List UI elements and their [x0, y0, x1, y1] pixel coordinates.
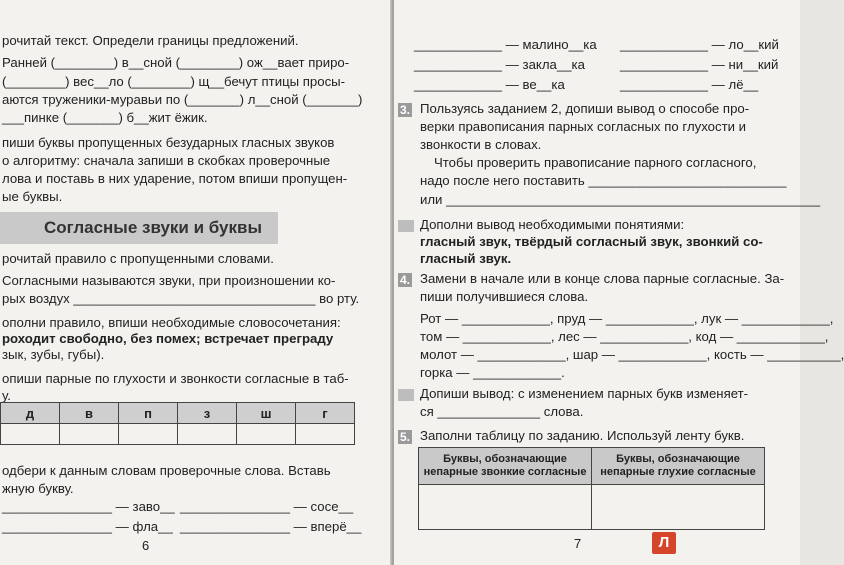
word-blank: ____________ — закла__ка	[414, 57, 585, 72]
table-cell	[119, 424, 178, 445]
text-line: надо после него поставить ___________________________	[420, 173, 787, 188]
table-header-cell: п	[119, 403, 178, 424]
word-blank: _______________ — фла__	[2, 519, 173, 534]
text-line: одбери к данным словам проверочные слова. Вставь	[2, 463, 331, 478]
table-header-cell: в	[60, 403, 119, 424]
text-line: том — ____________, лес — ____________, код — ____________,	[420, 329, 829, 344]
task-number: 5.	[399, 430, 410, 444]
table-cell	[1, 424, 60, 445]
text-line: зык, зубы, губы).	[2, 347, 105, 362]
text-line: Допиши вывод: с изменением парных букв изменяет-	[420, 386, 749, 401]
task-marker	[398, 389, 414, 401]
text-line: аются труженики-муравьи по (_______) л__сной (_______)	[2, 92, 363, 107]
text-line: Заполни таблицу по заданию. Используй ленту букв.	[420, 428, 745, 443]
text-line: пиши буквы пропущенных безударных гласных звуков	[2, 135, 335, 150]
text-line: Рот — ____________, пруд — ____________, лук — ____________,	[420, 311, 834, 326]
word-blank: _______________ — сосе__	[180, 499, 354, 514]
text-line: Дополни вывод необходимыми понятиями:	[420, 217, 685, 232]
bold-phrase: роходит свободно, без помех; встречает преграду	[2, 331, 334, 346]
page-number: 7	[574, 536, 582, 551]
table-header-cell: Буквы, обозначающие непарные глухие согласные	[592, 448, 765, 485]
task-number: 4.	[399, 273, 410, 287]
table-cell	[419, 485, 592, 530]
word-blank: ____________ — малино__ка	[414, 37, 597, 52]
table-cell	[592, 485, 765, 530]
word-blank: ____________ — лё__	[620, 77, 759, 92]
right-page	[394, 0, 844, 565]
text-line: Согласными называются звуки, при произношении ко-	[2, 273, 336, 288]
page-number: 6	[142, 538, 150, 553]
text-line: рочитай правило с пропущенными словами.	[2, 251, 274, 266]
text-line: ся ______________ слова.	[420, 404, 584, 419]
section-header	[0, 212, 278, 244]
text-line: горка — ____________.	[420, 365, 565, 380]
word-blank: _______________ — вперё__	[180, 519, 362, 534]
text-line: звонкости в словах.	[420, 137, 542, 152]
text-line: Пользуясь заданием 2, допиши вывод о способе про-	[420, 101, 750, 116]
text-line: ___пинке (_______) б__жит ёжик.	[2, 110, 208, 125]
text-line: или ___________________________________________________	[420, 192, 821, 207]
table-header-cell: ш	[237, 403, 296, 424]
bold-phrase: гласный звук, твёрдый согласный звук, звонкий со-	[420, 234, 763, 249]
text-line: верки правописания парных согласных по глухости и	[420, 119, 747, 134]
section-title: Согласные звуки и буквы	[44, 218, 262, 237]
text-line: пиши получившиеся слова.	[420, 289, 589, 304]
table-cell	[237, 424, 296, 445]
task-number: 3.	[399, 103, 410, 117]
table-header-cell: Буквы, обозначающие непарные звонкие согласные	[419, 448, 592, 485]
text-line: рочитай текст. Определи границы предложений.	[2, 33, 299, 48]
table-cell	[296, 424, 355, 445]
word-blank: ____________ — ло__кий	[620, 37, 779, 52]
bold-phrase: гласный звук.	[420, 251, 512, 266]
left-page	[0, 0, 392, 565]
text-line: лова и поставь в них ударение, потом впиши пропущен-	[2, 171, 348, 186]
word-blank: ____________ — ни__кий	[620, 57, 779, 72]
text-line: ые буквы.	[2, 189, 63, 204]
text-line: (________) вес__ло (________) щ__бечут птицы просы-	[2, 74, 346, 89]
publisher-logo: Л	[652, 532, 676, 554]
text-line: о алгоритму: сначала запиши в скобках проверочные	[2, 153, 331, 168]
consonant-pairs-table	[0, 402, 355, 445]
table-cell	[178, 424, 237, 445]
word-blank: ____________ — ве__ка	[414, 77, 565, 92]
table-cell	[60, 424, 119, 445]
text-line: Замени в начале или в конце слова парные согласные. За-	[420, 271, 785, 286]
text-line: молот — ____________, шар — ____________, кость — __________,	[420, 347, 844, 362]
text-line: Чтобы проверить правописание парного согласного,	[434, 155, 757, 170]
table-header-cell: д	[1, 403, 60, 424]
word-blank: _______________ — заво__	[2, 499, 175, 514]
text-line: опиши парные по глухости и звонкости согласные в таб-	[2, 371, 349, 386]
letters-table	[418, 447, 765, 530]
text-line: жную букву.	[2, 481, 74, 496]
text-line: ополни правило, впиши необходимые словосочетания:	[2, 315, 341, 330]
table-header-cell: з	[178, 403, 237, 424]
text-line: у.	[2, 388, 11, 403]
text-line: Ранней (________) в__сной (________) ож__вает приро-	[2, 55, 350, 70]
task-marker	[398, 220, 414, 232]
table-header-cell: г	[296, 403, 355, 424]
text-line: рых воздух _________________________________ во рту.	[2, 291, 360, 306]
